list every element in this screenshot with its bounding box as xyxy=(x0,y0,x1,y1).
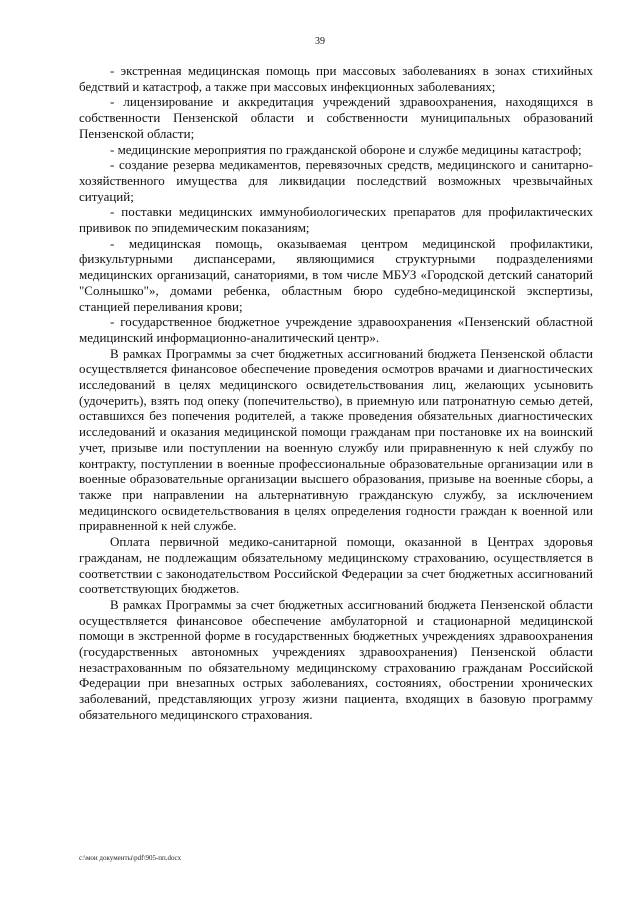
paragraph-health-centers: Оплата первичной медико-санитарной помощи, оказанной в Центрах здоровья гражданам, не подлежащим обязательному медицинскому страхованию, осуществляется в соответствии с законодательством Российской Федерации за счет бюджетных ассигнований соответствующих бюджетов. xyxy=(79,534,593,597)
paragraph-adoption-exams: В рамках Программы за счет бюджетных ассигнований бюджета Пензенской области осуществляется финансовое обеспечение проведения осмотров врачами и диагностических исследований в целях медицинского освидетельствования лиц, желающих усыновить (удочерить), взять под опеку (попечительство), в приемную или патронатную семью детей, оставшихся без попечения родителей, а также проведения обязательных диагностических исследований и оказания медицинской помощи гражданам при постановке их на воинский учет, призыве или поступлении на военную службу или приравненную к ней службу по контракту, поступлении в военные профессиональные образовательные организации или в военные образовательные организации высшего образования, призыве на военные сборы, а также при направлении на альтернативную гражданскую службу, за исключением медицинского освидетельствования в целях определения годности граждан к военной или приравненной к ней службе. xyxy=(79,345,593,534)
page-number: 39 xyxy=(315,36,325,47)
paragraph-prevention-centers: - медицинская помощь, оказываемая центром медицинской профилактики, физкультурными диспансерами, являющимися структурными подразделениями медицинских организаций, санаториями, в том числе МБУЗ «Городской детский санаторий "Солнышко"», домами ребенка, областным бюро судебно-медицинской экспертизы, станцией переливания крови; xyxy=(79,235,593,314)
paragraph-civil-defense: - медицинские мероприятия по гражданской обороне и службе медицины катастроф; xyxy=(110,141,582,157)
paragraph-licensing: - лицензирование и аккредитация учреждений здравоохранения, находящихся в собственности Пензенской области и собственности муниципальных образований Пензенской области; xyxy=(79,94,593,141)
paragraph-vaccines: - поставки медицинских иммунобиологических препаратов для профилактических прививок по эпидемическим показаниям; xyxy=(79,204,593,236)
paragraph-emergency-care: - экстренная медицинская помощь при массовых заболеваниях в зонах стихийных бедствий и катастроф, а также при массовых инфекционных заболеваниях; xyxy=(79,63,593,94)
paragraph-info-center: - государственное бюджетное учреждение здравоохранения «Пензенский областной медицинский информационно-аналитический центр». xyxy=(79,314,593,345)
document-body xyxy=(79,63,593,723)
paragraph-reserve: - создание резерва медикаментов, перевязочных средств, медицинского и санитарно-хозяйственного имущества для ликвидации последствий возможных чрезвычайных ситуаций; xyxy=(79,157,593,204)
footer-file-path: c:\мои документы\pdf\905-пп.docx xyxy=(79,854,182,862)
paragraph-emergency-uninsured: В рамках Программы за счет бюджетных ассигнований бюджета Пензенской области осуществляется финансовое обеспечение амбулаторной и стационарной медицинской помощи в экстренной форме в государственных бюджетных учреждениях здравоохранения (государственных автономных учреждениях здравоохранения) Пензенской области незастрахованным по обязательному медицинскому страхованию гражданам Российской Федерации при внезапных острых заболеваниях, состояниях, обострении хронических заболеваний, представляющих угрозу жизни пациента, входящих в базовую программу обязательного медицинского страхования. xyxy=(79,596,593,722)
